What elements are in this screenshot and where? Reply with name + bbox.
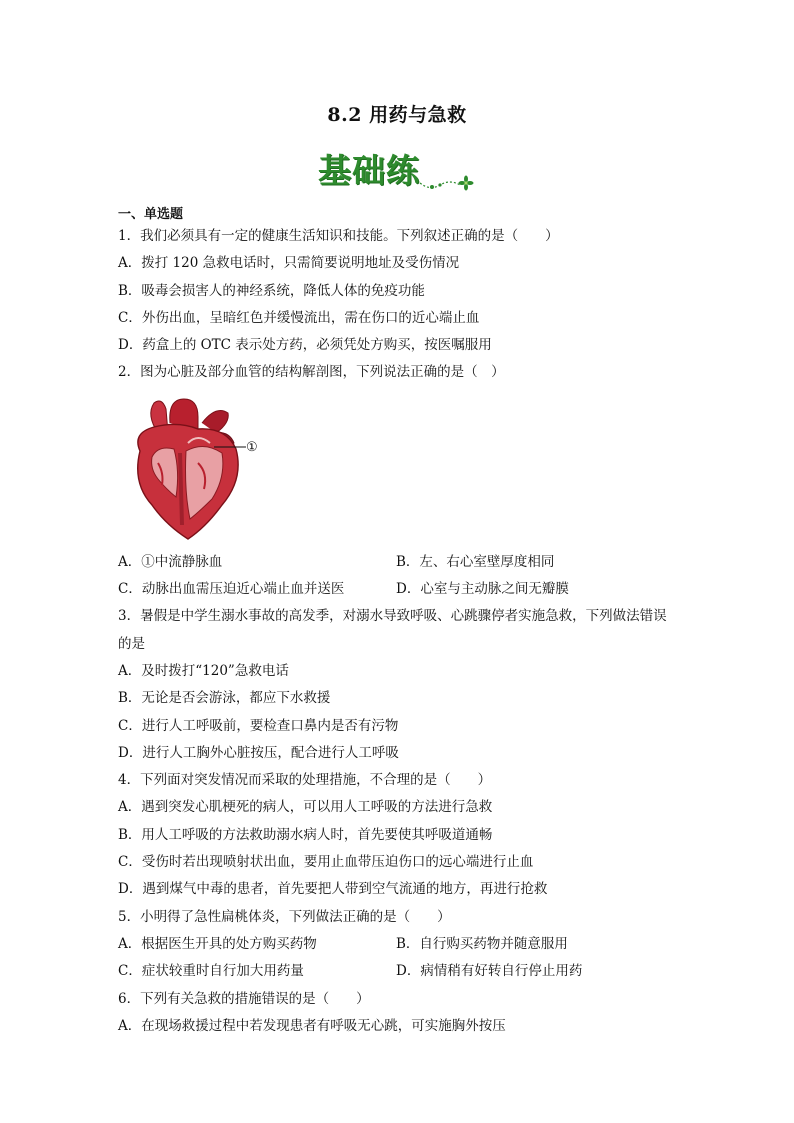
question-1-option-b: B．吸毒会损害人的神经系统，降低人体的免疫功能 — [118, 282, 425, 299]
question-4-stem: 4．下列面对突发情况而采取的处理措施，不合理的是（ ） — [118, 772, 492, 789]
question-3-option-b: B．无论是否会游泳，都应下水救援 — [118, 690, 331, 707]
banner-text: 基础练 — [318, 151, 420, 190]
question-3-stem: 3．暑假是中学生溺水事故的高发季，对溺水导致呼吸、心跳骤停者实施急救，下列做法错误的是 — [118, 608, 667, 652]
question-1-stem: 1．我们必须具有一定的健康生活知识和技能。下列叙述正确的是（ ） — [118, 228, 559, 244]
question-3-option-d: D．进行人工胸外心脏按压，配合进行人工呼吸 — [118, 744, 399, 761]
heart-illustration — [118, 393, 268, 543]
question-4-option-b: B．用人工呼吸的方法救助溺水病人时，首先要使其呼吸道通畅 — [118, 826, 493, 843]
question-1-option-d: D．药盒上的 OTC 表示处方药，必须凭处方购买，按医嘱服用 — [118, 337, 492, 354]
question-5-option-a: A．根据医生开具的处方购买药物 — [118, 935, 317, 952]
question-2-option-d: D．心室与主动脉之间无瓣膜 — [396, 581, 569, 598]
question-5-options-row-2 — [118, 958, 678, 985]
question-4-option-a: A．遇到突发心肌梗死的病人，可以用人工呼吸的方法进行急救 — [118, 799, 493, 816]
question-1-option-a: A．拨打 120 急救电话时，只需简要说明地址及受伤情况 — [118, 255, 460, 272]
question-5-option-b: B．自行购买药物并随意服用 — [396, 935, 568, 952]
section-heading: 一、单选题 — [118, 207, 184, 222]
question-5-option-c: C．症状较重时自行加大用药量 — [118, 963, 304, 980]
question-list — [118, 206, 678, 1040]
question-2-options-row-1 — [118, 549, 678, 576]
question-6-stem: 6．下列有关急救的措施错误的是（ ） — [118, 990, 370, 1007]
vine-flower-icon — [418, 163, 478, 193]
question-4-option-c: C．受伤时若出现喷射状出血，要用止血带压迫伤口的远心端进行止血 — [118, 854, 534, 871]
question-1-option-c: C．外伤出血，呈暗红色并缓慢流出，需在伤口的近心端止血 — [118, 309, 480, 326]
question-2-option-a: A．①中流静脉血 — [118, 553, 223, 570]
question-2-option-b: B．左、右心室壁厚度相同 — [396, 553, 555, 570]
page-title: 8.2 用药与急救 — [327, 104, 467, 126]
question-6-option-a: A．在现场救援过程中若发现患者有呼吸无心跳，可实施胸外按压 — [118, 1017, 506, 1034]
question-5-stem: 5．小明得了急性扁桃体炎，下列做法正确的是（ ） — [118, 908, 451, 925]
question-5-options-row-1 — [118, 931, 678, 958]
banner — [318, 145, 478, 195]
question-2-options-row-2 — [118, 576, 678, 603]
question-3-option-a: A．及时拨打“120”急救电话 — [118, 662, 289, 679]
question-2-stem: 2．图为心脏及部分血管的结构解剖图，下列说法正确的是（ ） — [118, 364, 505, 381]
question-4-option-d: D．遇到煤气中毒的患者，首先要把人带到空气流通的地方，再进行抢救 — [118, 881, 548, 898]
question-3-option-c: C．进行人工呼吸前，要检查口鼻内是否有污物 — [118, 717, 399, 734]
heart-diagram — [118, 393, 268, 543]
question-2-option-c: C．动脉出血需压迫近心端止血并送医 — [118, 581, 345, 598]
figure-label: ① — [246, 439, 258, 455]
question-5-option-d: D．病情稍有好转自行停止用药 — [396, 963, 583, 980]
